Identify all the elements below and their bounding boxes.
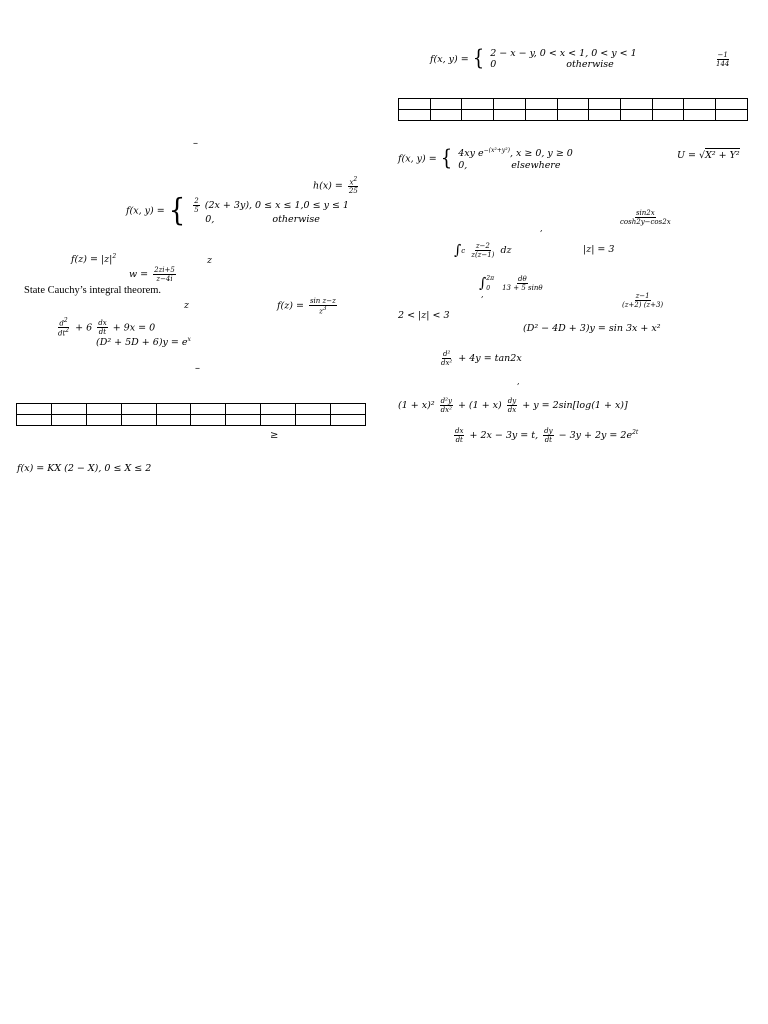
f-xy2-case2-cond: otherwise [566, 59, 614, 71]
sys-a: + 2x − 3y = t, [469, 430, 539, 442]
zf-den: (z+2) (z+3) [622, 301, 664, 310]
comma-mark-2: , [481, 290, 484, 299]
mod-z-3: |z| = 3 [583, 244, 615, 255]
int1-sub: c [461, 247, 466, 256]
definite-integral-2: ∫ 2π 0 $\frac{d\theta}{13 + 5 \sin\theta}$ [479, 275, 543, 293]
f-xy-case2-cond: otherwise [272, 214, 320, 226]
w-num: 2zi+5 [154, 266, 175, 274]
ode4-rest: + 4y = tan2x [458, 353, 522, 365]
comma-mark: , [540, 224, 543, 233]
coef-num: 2 [194, 197, 199, 205]
int2-num: dθ [517, 275, 527, 284]
blank-table-right [398, 98, 748, 121]
f-x-kx: f(x) = KX (2 − X), 0 ≤ X ≤ 2 [17, 463, 152, 474]
sys-exp: 2t [632, 428, 639, 436]
f-xy-case1: (2x + 3y), 0 ≤ x ≤ 1,0 ≤ y ≤ 1 [204, 200, 349, 212]
fz-sin-num: sin z−z [309, 297, 336, 305]
w-mapping [129, 266, 178, 283]
fz-sin-lhs: f(z) = [277, 300, 304, 312]
coef-den: 5 [194, 206, 199, 215]
neg-den: 144 [716, 60, 730, 69]
ode1-end: + 9x = 0 [112, 322, 156, 334]
ode-2 [96, 337, 191, 348]
joint-density-f-xy: f(x, y) = { $\frac{2}{5}$ (2x + 3y), 0 ≤ x ≤ 1,0 ≤ y ≤ 1 0, otherwise [126, 193, 349, 230]
cauchy-question: State Cauchy’s integral theorem. [24, 285, 162, 296]
blank-table-left [16, 403, 366, 426]
f-xy-lhs: f(x, y) = [126, 205, 165, 217]
ode1-den2: dt [98, 328, 107, 337]
ode-1: $\frac{d2}{dt2}$ + 6 $\frac{dx}{dt}$ + 9x = 0 [58, 317, 156, 338]
ode1-num2: dx [98, 319, 107, 328]
f-xy2-lhs: f(x, y) = [430, 53, 469, 65]
ode-5-legendre [398, 397, 628, 414]
sys-f2n: dy [544, 427, 553, 435]
h-definition: h(x) = $\frac{x2}{25}$ [313, 176, 358, 196]
int2-upper: 2π [486, 275, 495, 282]
f-exp-exp: −(x²+y²) [483, 147, 510, 154]
w-den: z−4i [156, 275, 173, 284]
w-lhs: w = [129, 269, 149, 281]
int1-den: z(z−1) [471, 251, 495, 260]
ode5-c: + y = 2sin[log(1 + x)] [522, 400, 628, 412]
sys-b: − 3y + 2y = 2e [558, 430, 633, 442]
annulus-region: 2 < |z| < 3 [398, 310, 450, 321]
geq-sign: ≥ [270, 430, 279, 441]
fraction-neg [713, 51, 732, 68]
f-exp-case1: 4xy e [458, 148, 484, 160]
dash-mark-2: – [195, 363, 200, 374]
neg-num: −1 [717, 51, 728, 59]
f-exp-lhs: f(x, y) = [398, 153, 437, 165]
int2-lower: 0 [486, 284, 491, 292]
zf-num: z−1 [635, 292, 650, 300]
sys-f1n: dx [455, 427, 464, 435]
comma-mark-3: , [517, 377, 520, 386]
ode5-f1n: d²y [440, 397, 452, 405]
ode5-f2d: dx [507, 406, 517, 415]
sin-den: cosh2y−cos2x [620, 218, 671, 227]
f-exp-case2-cond: elsewhere [511, 159, 561, 171]
ode4-den: dx² [441, 359, 453, 368]
f-z-abs: $f(z) = |z|^2$ [71, 253, 117, 266]
f-z-sin: f(z) = $\frac{\text{sin z−z}}{z3}$ [277, 297, 336, 316]
f-exp-cond: , x ≥ 0, y ≥ 0 [509, 148, 573, 160]
contour-integral-1: ∫c $\frac{z-2}{z(z-1)}$ dz [454, 242, 512, 260]
f-exp-case2-val: 0, [458, 159, 468, 171]
sin-num: sin2x [635, 209, 655, 217]
ode1-mid: + 6 [75, 322, 93, 334]
int1-num: z−2 [475, 242, 490, 250]
sin-cosh-fraction [617, 209, 674, 226]
h-lhs: h(x) = [313, 180, 343, 192]
ode5-a: (1 + x)² [398, 400, 435, 412]
ode5-f2n: dy [507, 397, 517, 405]
ode2-exp: x [187, 336, 191, 343]
z-var-1: z [207, 255, 213, 266]
joint-density-exp: f(x, y) = { 4xy $e^{-(x^2+y^2)}$, x ≥ 0, y ≥ 0 0, elsewhere [398, 145, 573, 171]
ode5-f1d: dx² [440, 406, 452, 415]
ode-system [452, 427, 638, 444]
f-xy2-case2-val: 0 [490, 59, 497, 71]
ode5-b: + (1 + x) [457, 400, 502, 412]
z-var-2: z [184, 300, 190, 311]
int2-den: 13 + 5 sinθ [502, 284, 543, 293]
h-num: x [349, 178, 354, 187]
ode2-text: (D² + 5D + 6)y = e [96, 337, 188, 349]
sys-f2d: dt [544, 436, 552, 445]
u-lhs: U = [677, 150, 696, 161]
joint-density-f-xy-2: f(x, y) = { 2 − x − y, 0 < x < 1, 0 < y < 1 0 otherwise [430, 46, 637, 72]
ode4-num: d² [442, 350, 451, 358]
h-den: 25 [348, 187, 358, 196]
dash-mark: – [193, 138, 198, 149]
u-radicand: X² + Y² [705, 150, 740, 161]
f-xy-case2-val: 0, [205, 214, 215, 226]
ode-4 [438, 350, 522, 367]
int1-dz: dz [500, 245, 512, 257]
u-definition: U = √X² + Y² [677, 150, 740, 161]
ode-3: (D² − 4D + 3)y = sin 3x + x² [523, 323, 661, 334]
sys-f1d: dt [455, 436, 463, 445]
f-xy2-case1: 2 − x − y, 0 < x < 1, 0 < y < 1 [490, 48, 637, 59]
partial-fraction [619, 292, 666, 309]
